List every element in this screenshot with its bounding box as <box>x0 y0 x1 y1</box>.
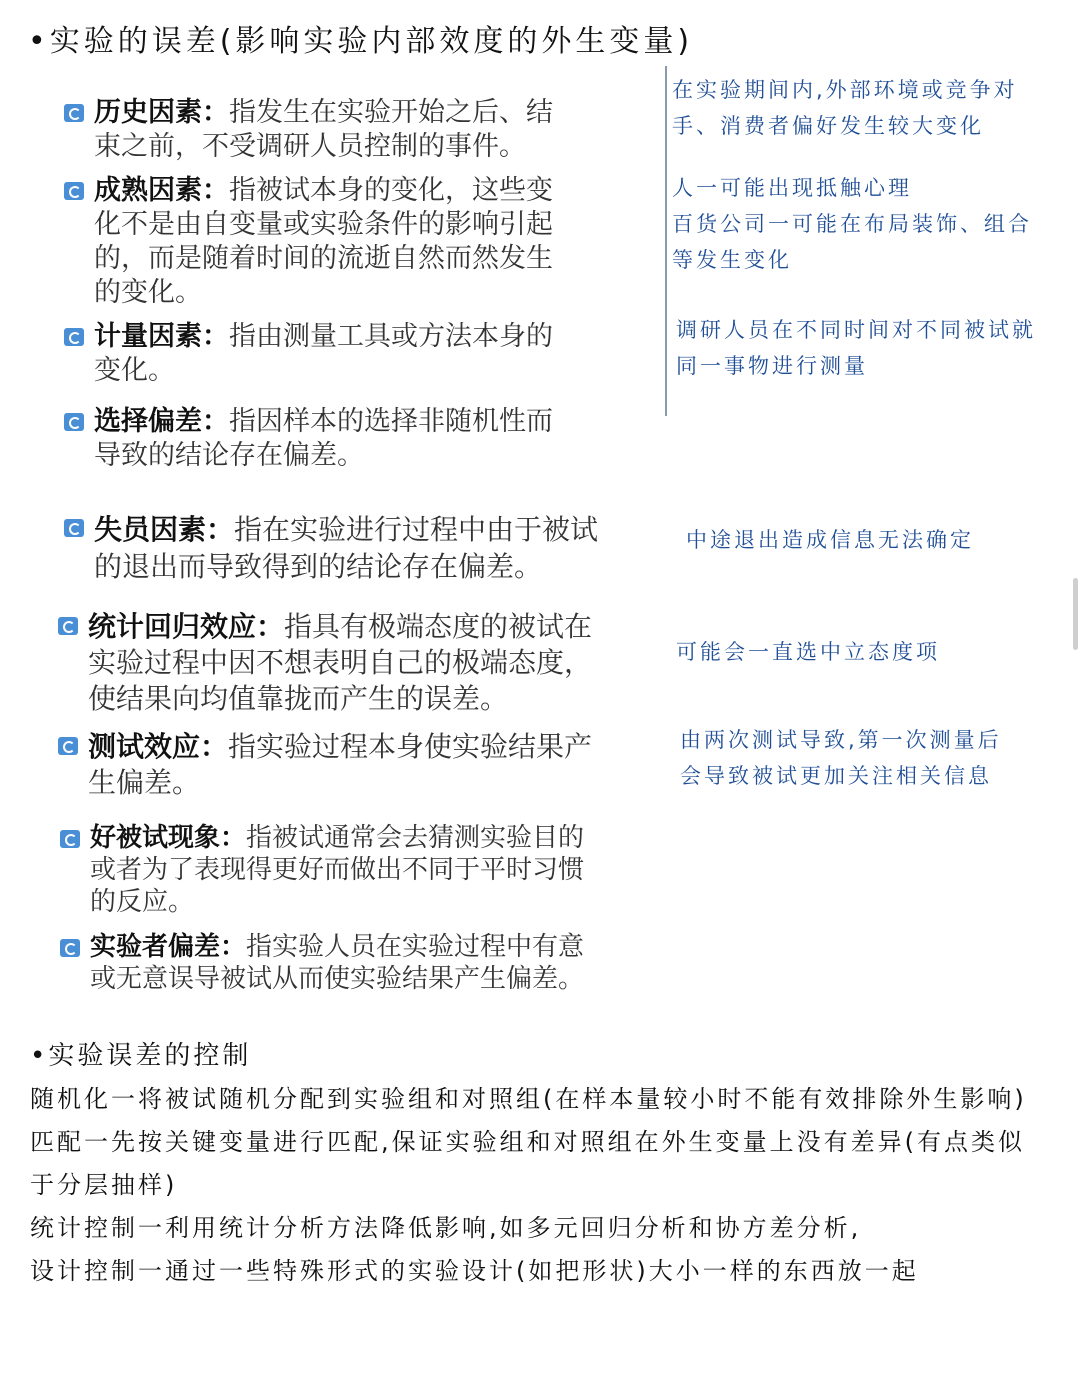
list-item-measurement <box>94 320 574 388</box>
note-regression: 可能会一直选中立态度项 <box>676 640 940 664</box>
item-desc: 指由测量工具或方法本身的变化。 <box>94 321 553 386</box>
list-item-selection <box>94 405 574 473</box>
control-line-design: 设计控制一通过一些特殊形式的实验设计(如把形状)大小一样的东西放一起 <box>30 1257 919 1285</box>
bullet-icon <box>58 617 78 635</box>
bullet-icon <box>60 939 80 957</box>
item-term: 统计回归效应： <box>88 610 285 643</box>
item-term: 失员因素： <box>94 513 235 546</box>
control-line-randomization: 随机化一将被试随机分配到实验组和对照组(在样本量较小时不能有效排除外生影响) <box>30 1085 1027 1113</box>
list-item-regression <box>88 609 593 717</box>
item-desc: 指实验人员在实验过程中有意或无意误导被试从而使实验结果产生偏差。 <box>90 932 585 994</box>
bullet-icon <box>64 413 84 431</box>
note-testing: 由两次测试导致,第一次测量后 会导致被试更加关注相关信息 <box>680 728 1002 788</box>
section-title: •实验误差的控制 <box>30 1041 252 1071</box>
item-desc: 指发生在实验开始之后、结束之前，不受调研人员控制的事件。 <box>94 97 553 162</box>
error-factor-list <box>0 0 660 1030</box>
page-title: •实验的误差(影响实验内部效度的外生变量) <box>28 24 694 59</box>
item-term: 好被试现象： <box>90 823 247 853</box>
item-term: 计量因素： <box>94 321 229 352</box>
note-maturation: 人一可能出现抵触心理 百货公司一可能在布局装饰、组合 等发生变化 <box>672 176 1032 272</box>
item-term: 成熟因素： <box>94 175 229 206</box>
item-term: 实验者偏差： <box>90 932 247 962</box>
item-term: 测试效应： <box>88 730 229 763</box>
list-item-attrition <box>94 511 604 585</box>
control-line-statistical: 统计控制一利用统计分析方法降低影响,如多元回归分析和协方差分析, <box>30 1214 862 1242</box>
list-item-good-subject <box>90 822 585 918</box>
list-item-history <box>94 96 574 164</box>
note-history: 在实验期间内,外部环境或竞争对 手、消费者偏好发生较大变化 <box>672 78 1018 138</box>
list-item-maturation <box>94 174 574 310</box>
error-control-section <box>30 1035 1050 1293</box>
list-item-testing <box>88 729 593 801</box>
note-measurement: 调研人员在不同时间对不同被试就 同一事物进行测量 <box>676 318 1036 378</box>
bullet-icon <box>64 519 84 537</box>
item-term: 选择偏差： <box>94 406 229 437</box>
note-attrition: 中途退出造成信息无法确定 <box>686 528 974 552</box>
item-desc: 指因样本的选择非随机性而导致的结论存在偏差。 <box>94 406 553 471</box>
bullet-icon <box>64 182 84 200</box>
item-desc: 指被试本身的变化，这些变化不是由自变量或实验条件的影响引起的，而是随着时间的流逝自然而然发生的变化。 <box>94 175 553 308</box>
bullet-icon <box>64 104 84 122</box>
list-item-experimenter <box>90 931 585 995</box>
item-desc: 指具有极端态度的被试在实验过程中因不想表明自己的极端态度，使结果向均值靠拢而产生的误差。 <box>88 610 593 715</box>
item-desc: 指被试通常会去猜测实验目的或者为了表现得更好而做出不同于平时习惯的反应。 <box>90 823 585 917</box>
bullet-icon <box>60 830 80 848</box>
item-term: 历史因素： <box>94 97 229 128</box>
scrollbar[interactable] <box>1073 578 1078 650</box>
item-desc: 指在实验进行过程中由于被试的退出而导致得到的结论存在偏差。 <box>94 513 599 583</box>
bullet-icon <box>64 328 84 346</box>
margin-divider <box>665 66 667 416</box>
bullet-icon <box>58 737 78 755</box>
control-line-matching: 匹配一先按关键变量进行匹配,保证实验组和对照组在外生变量上没有差异(有点类似于分层抽样) <box>30 1128 1025 1199</box>
item-desc: 指实验过程本身使实验结果产生偏差。 <box>88 730 593 799</box>
